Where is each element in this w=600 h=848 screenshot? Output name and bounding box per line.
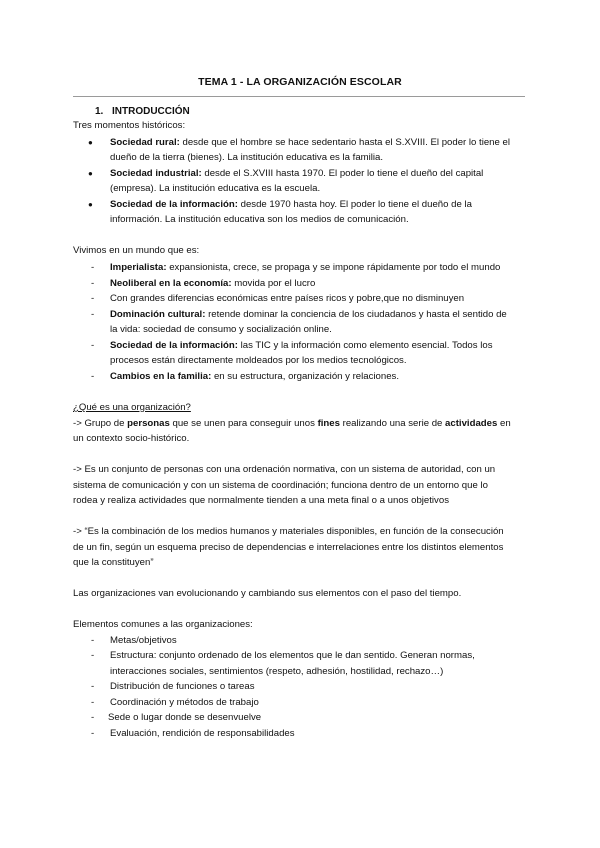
dash-marker: - [91,278,95,289]
section-title: INTRODUCCIÓN [112,106,190,117]
item-term: Sociedad rural: [110,137,180,148]
item-text: desde 1970 hasta hoy. El poder lo tiene el dueño de la [237,199,472,210]
item-term: Cambios en la familia: [110,371,212,382]
dash-marker: - [91,371,95,382]
definition-3: -> “Es la combinación de los medios humanos y materiales disponibles, en función de la consecución [73,526,504,537]
bullet-icon: ● [88,169,93,178]
list-item-continuation: dueño de la tierra (bienes). La institución educativa es la familia. [110,152,384,163]
evolution-paragraph: Las organizaciones van evolucionando y cambiando sus elementos con el paso del tiempo. [73,588,462,599]
list-item [110,292,464,305]
dash-marker: - [91,712,95,723]
list-item [110,136,510,149]
list-item: Metas/objetivos [110,635,177,646]
item-term: Dominación cultural: [110,309,206,320]
dash-marker: - [91,650,95,661]
list-item [110,308,507,321]
list-item-continuation: interacciones sociales, sentimientos (respeto, adhesión, hostilidad, rechazo…) [110,666,444,677]
moments-intro: Tres momentos históricos: [73,120,186,131]
definition-1-continuation: un contexto socio-histórico. [73,433,190,444]
world-intro: Vivimos en un mundo que es: [73,245,200,256]
item-text: las TIC y la información como elemento esencial. Todos los [237,340,493,351]
dash-marker: - [91,262,95,273]
list-item [110,277,315,290]
section-number: 1. [95,106,104,117]
list-item [110,339,493,352]
item-text: Con grandes diferencias económicas entre países ricos y pobre,que no disminuyen [110,293,465,304]
list-item-continuation: información. La institución educativa son los medios de comunicación. [110,214,409,225]
list-item-continuation: la vida: sociedad de consumo y socialización online. [110,324,332,335]
dash-marker: - [91,681,95,692]
list-item: Evaluación, rendición de responsabilidades [110,728,295,739]
list-item [110,167,483,180]
definition-2: rodea y realiza actividades que normalmente tienden a una meta final o a unos objetivos [73,495,449,506]
dash-marker: - [91,635,95,646]
list-item: Coordinación y métodos de trabajo [110,697,259,708]
item-text: desde que el hombre se hace sedentario hasta el S.XVIII. El poder lo tiene el [179,137,510,148]
document-title: TEMA 1 - LA ORGANIZACIÓN ESCOLAR [198,76,402,88]
list-item-continuation: procesos están directamente moldeados por los medios tecnológicos. [110,355,407,366]
item-term: Imperialista: [110,262,167,273]
definition-2: -> Es un conjunto de personas con una ordenación normativa, con un sistema de autoridad, con un [73,464,496,475]
title-divider [73,96,525,97]
item-text: retende dominar la conciencia de los ciudadanos y hasta el sentido de [205,309,507,320]
definition-2: sistema de comunicación y con un sistema de coordinación; funciona dentro de un entorno que lo [73,480,488,491]
dash-marker: - [91,728,95,739]
definition-3: que la constituyen” [73,557,154,568]
list-item-continuation: (empresa). La institución educativa es la escuela. [110,183,321,194]
item-text: expansionista, crece, se propaga y se impone rápidamente por todo el mundo [166,262,501,273]
definition-3: de un fin, según un esquema preciso de dependencias e interrelaciones entre los distintos elementos [73,542,504,553]
item-term: Sociedad de la información: [110,199,238,210]
elements-intro: Elementos comunes a las organizaciones: [73,619,253,630]
list-item [110,370,399,383]
list-item [110,261,500,274]
dash-marker: - [91,309,95,320]
bullet-icon: ● [88,138,93,147]
item-term: Sociedad de la información: [110,340,238,351]
item-text: desde el S.XVIII hasta 1970. El poder lo tiene el dueño del capital [201,168,484,179]
item-text: movida por el lucro [231,278,316,289]
list-item: Estructura: conjunto ordenado de los elementos que le dan sentido. Generan normas, [110,650,475,661]
dash-marker: - [91,293,95,304]
list-item [110,198,472,211]
org-question-heading: ¿Qué es una organización? [73,402,191,413]
list-item: Sede o lugar donde se desenvuelve [108,712,262,723]
bullet-icon: ● [88,200,93,209]
item-term: Sociedad industrial: [110,168,202,179]
dash-marker: - [91,340,95,351]
definition-1: -> Grupo de personas que se unen para conseguir unos fines realizando una serie de actividades en [73,418,511,429]
item-text: en su estructura, organización y relaciones. [211,371,400,382]
dash-marker: - [91,697,95,708]
item-term: Neoliberal en la economía: [110,278,232,289]
list-item: Distribución de funciones o tareas [110,681,255,692]
section-heading [95,106,190,117]
